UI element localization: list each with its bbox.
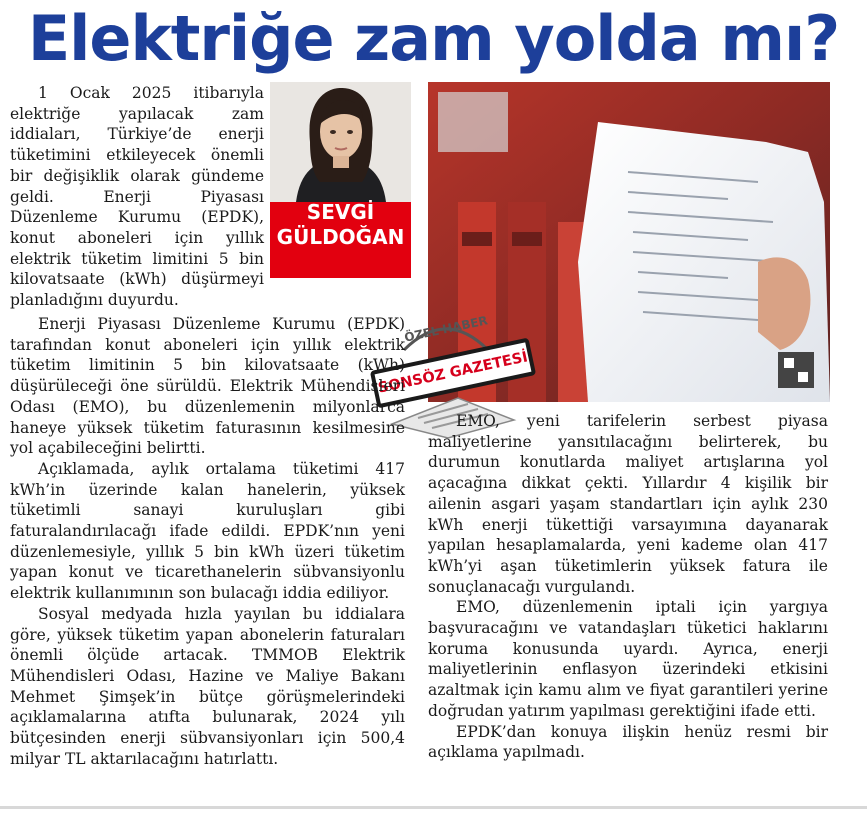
author-last-name: GÜLDOĞAN: [276, 225, 405, 249]
stamp-top-text: ÖZEL HABER: [403, 313, 489, 345]
article-column-bottom-right: [428, 411, 828, 763]
paragraph: EPDK’dan konuya ilişkin henüz resmi bir açıklama yapılmadı.: [428, 722, 828, 762]
bottom-rule: [0, 806, 867, 809]
article-column-bottom-left: [10, 314, 405, 769]
article-column-left: [10, 83, 264, 311]
paragraph: Enerji Piyasası Düzenleme Kurumu (EPDK) tarafından konut aboneleri için yıllık elektrik tüketim limitinin 5 bin kilovatsaate (kWh) düşürüleceği öne sürüldü. Elektrik Mühendisleri Odası (EMO), bu düzenlemenin milyonlarca haneye yüksek tüketim faturasının kesilmesine yol açabileceğini belirtti.: [10, 315, 405, 458]
paragraph: EMO, yeni tarifelerin serbest piyasa maliyetlerine yansıtılacağını belirterek, bu durumun konutlarda maliyet artışlarına yol açacağına dikkat çekti. Yıllardır 4 kişilik bir ailenin asgari yaşam standartları için aylık 230 kWh enerji tükettiği varsayımına dayanarak yapılan hesaplamalarda, yeni kademe olan 417 kWh’yi aşan tüketimlerin yüksek fatura ile sonuçlanacağı vurgulandı.: [428, 412, 828, 596]
paragraph: EMO, düzenlemenin iptali için yargıya başvuracağını ve vatandaşları tüketici haklarını koruma konusunda uyardı. Ayrıca, enerji maliyetlerinin enflasyon üzerindeki etkisini azaltmak için kamu alım ve fiyat garantileri yerine doğrudan yatırım yapılması gerektiğini ifade etti.: [428, 598, 828, 720]
paragraph: Açıklamada, aylık ortalama tüketimi 417 kWh’in üzerinde kalan hanelerin, yüksek tüketimli sanayi kuruluşları gibi faturalandırılacağı ifade edildi. EPDK’nın yeni düzenlemesiyle, yıllık 5 bin kWh üzeri tüketim yapan konut ve ticarethanelerin sübvansiyonlu elektrik kullanımının son bulacağı iddia ediliyor.: [10, 459, 405, 603]
headline: Elektriğe zam yolda mı?: [27, 2, 840, 75]
author-box: [270, 82, 411, 278]
author-photo: [270, 82, 411, 202]
author-name: [270, 200, 411, 250]
author-first-name: SEVGİ: [306, 200, 375, 224]
paragraph: 1 Ocak 2025 itibarıyla elektriğe yapılacak zam iddiaları, Türkiye’de enerji tüketimini etkileyecek önemli bir değişiklik olarak gündeme geldi. Enerji Piyasası Düzenleme Kurumu (EPDK), konut aboneleri için yıllık elektrik tüketim limitini 5 bin kilovatsaate (kWh) düşürmeyi planladığını duyurdu.: [10, 84, 264, 310]
paragraph: Sosyal medyada hızla yayılan bu iddialara göre, yüksek tüketim yapan abonelerin faturaları önemli ölçüde artacak. TMMOB Elektrik Mühendisleri Odası, Hazine ve Maliye Bakanı Mehmet Şimşek’in bütçe görüşmelerindeki açıklamalarına atıfta bulunarak, 2024 yılı bütçesinden enerji sübvansiyonları için 500,4 milyar TL aktarılacağını hatırlattı.: [10, 604, 405, 768]
stamp-badge: SONSÖZ GAZETESİ: [370, 338, 536, 409]
